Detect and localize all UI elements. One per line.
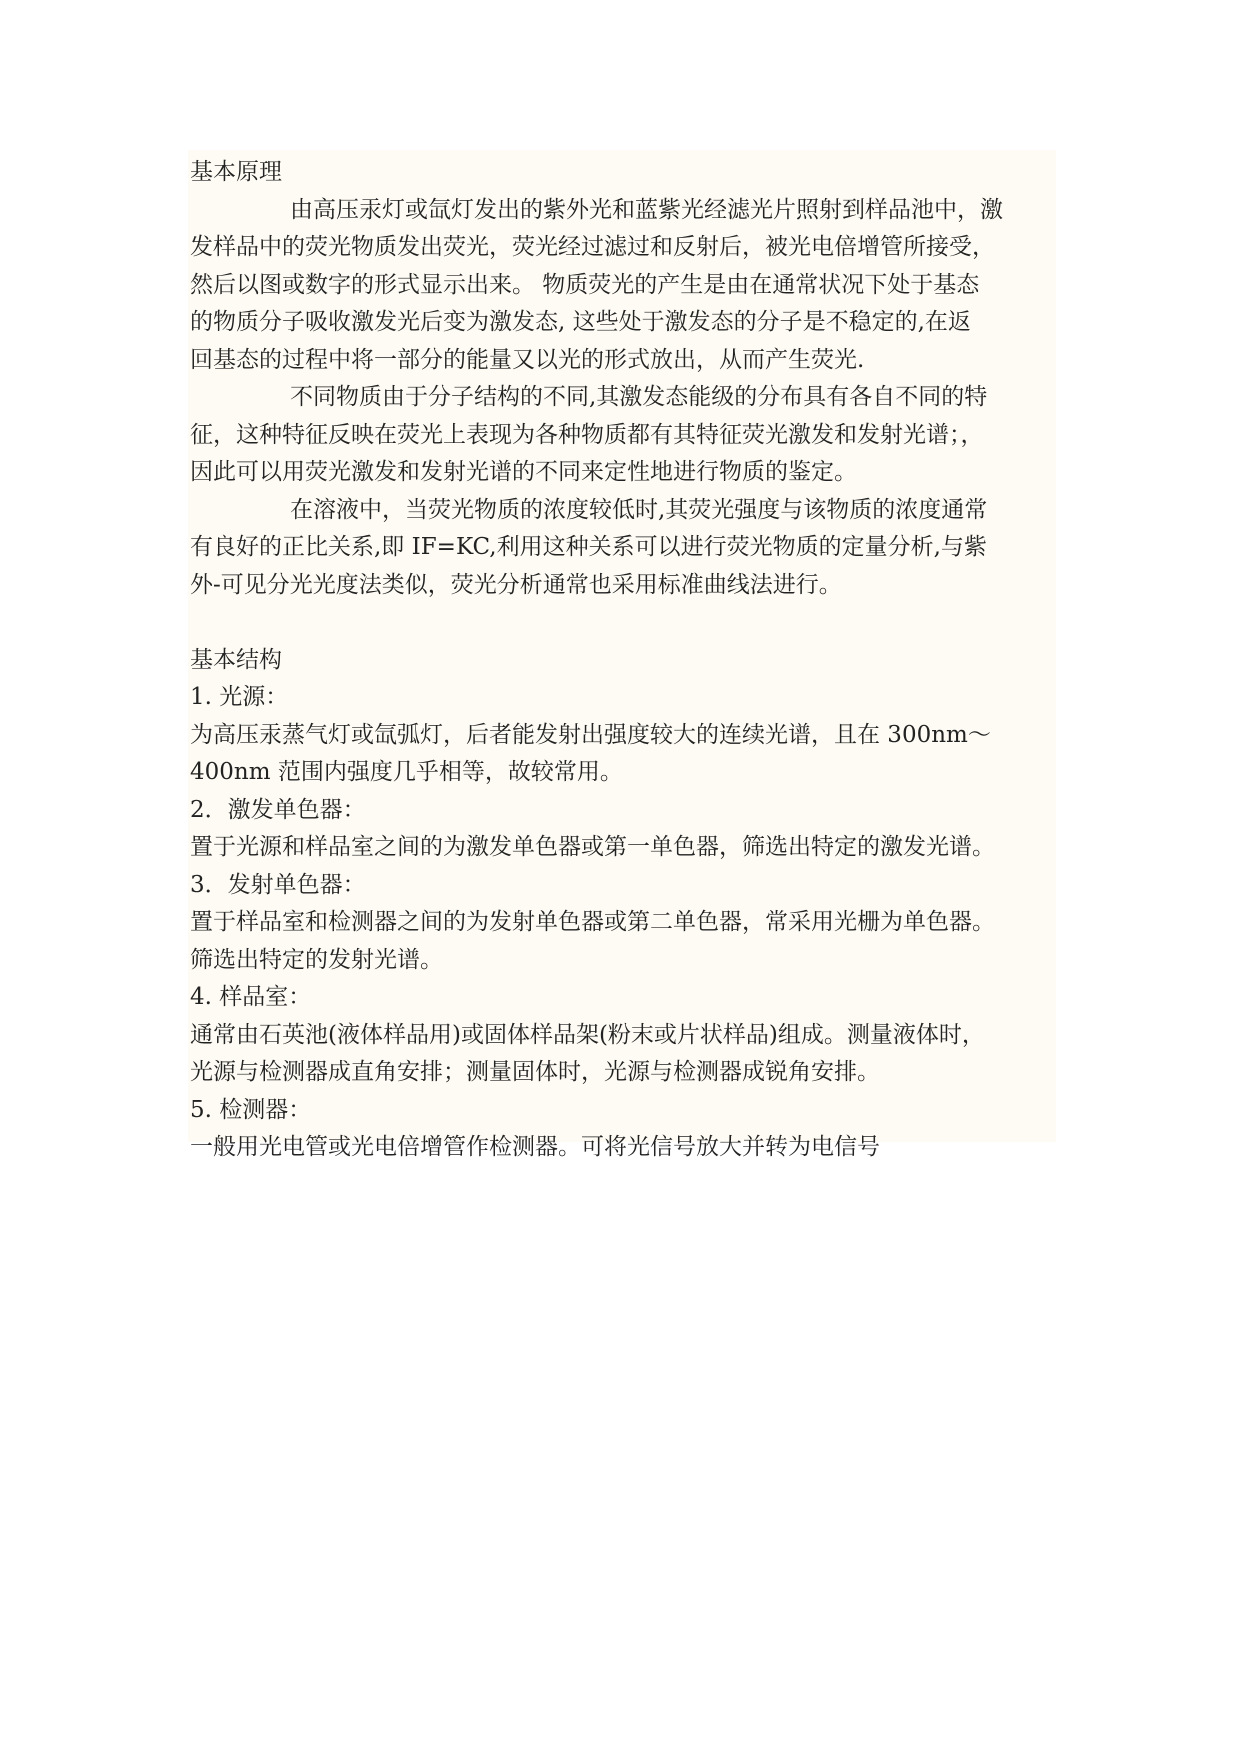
item-line: 置于光源和样品室之间的为激发单色器或第一单色器，筛选出特定的激发光谱。	[190, 834, 995, 860]
item-title: 3．发射单色器：	[190, 871, 366, 898]
paragraph-line: 回基态的过程中将一部分的能量又以光的形式放出，从而产生荧光.	[190, 346, 865, 373]
item-line: 光源与检测器成直角安排；测量固体时，光源与检测器成锐角安排。	[190, 1059, 880, 1085]
structure-item-light-source	[190, 679, 1070, 792]
structure-item-sample-chamber	[190, 979, 1070, 1092]
item-line: 为高压汞蒸气灯或氙弧灯，后者能发射出强度较大的连续光谱，且在 300nm～	[190, 721, 991, 748]
blank-line	[190, 604, 1070, 642]
paragraph-line: 不同物质由于分子结构的不同,其激发态能级的分布具有各自不同的特	[290, 384, 988, 410]
document-body	[190, 154, 1070, 1167]
principle-paragraph-2	[190, 379, 1070, 492]
item-title: 2．激发单色器：	[190, 796, 366, 823]
item-title: 5. 检测器：	[190, 1096, 312, 1123]
structure-item-detector	[190, 1092, 1070, 1167]
paragraph-line: 外-可见分光光度法类似，荧光分析通常也采用标准曲线法进行。	[190, 571, 842, 598]
item-line: 通常由石英池(液体样品用)或固体样品架(粉末或片状样品)组成。测量液体时，	[190, 1021, 985, 1048]
item-line: 400nm 范围内强度几乎相等，故较常用。	[190, 759, 623, 785]
paragraph-line: 的物质分子吸收激发光后变为激发态, 这些处于激发态的分子是不稳定的,在返	[190, 309, 971, 335]
paragraph-line: 有良好的正比关系,即 IF=KC,利用这种关系可以进行荧光物质的定量分析,与紫	[190, 534, 987, 560]
paragraph-line: 由高压汞灯或氙灯发出的紫外光和蓝紫光经滤光片照射到样品池中，激	[290, 196, 1003, 223]
paragraph-line: 因此可以用荧光激发和发射光谱的不同来定性地进行物质的鉴定。	[190, 459, 857, 485]
structure-item-emission-monochromator	[190, 867, 1070, 980]
item-title: 1. 光源：	[190, 684, 289, 710]
paragraph-line: 在溶液中，当荧光物质的浓度较低时,其荧光强度与该物质的浓度通常	[290, 496, 988, 523]
item-title: 4. 样品室：	[190, 984, 312, 1010]
structure-heading: 基本结构	[190, 646, 282, 673]
principle-heading: 基本原理	[190, 159, 282, 185]
structure-item-excitation-monochromator	[190, 792, 1070, 867]
paragraph-line: 然后以图或数字的形式显示出来。 物质荧光的产生是由在通常状况下处于基态	[190, 271, 980, 298]
item-line: 一般用光电管或光电倍增管作检测器。可将光信号放大并转为电信号	[190, 1134, 880, 1160]
principle-paragraph-3	[190, 492, 1070, 605]
paragraph-line: 发样品中的荧光物质发出荧光，荧光经过滤过和反射后，被光电倍增管所接受，	[190, 234, 995, 260]
item-line: 置于样品室和检测器之间的为发射单色器或第二单色器，常采用光栅为单色器。	[190, 909, 995, 935]
item-line: 筛选出特定的发射光谱。	[190, 946, 443, 973]
principle-paragraph-1	[190, 192, 1070, 380]
paragraph-line: 征，这种特征反映在荧光上表现为各种物质都有其特征荧光激发和发射光谱；，	[190, 421, 984, 448]
